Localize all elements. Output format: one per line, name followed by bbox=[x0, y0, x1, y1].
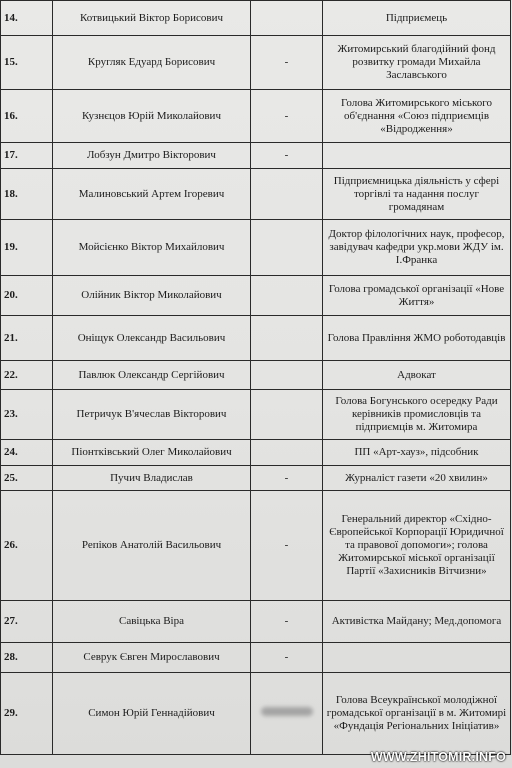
row-number: 18. bbox=[1, 169, 53, 220]
person-name: Симон Юрій Геннадійович bbox=[53, 673, 251, 755]
table-row bbox=[1, 601, 511, 643]
row-number: 19. bbox=[1, 220, 53, 276]
role-cell: Голова Житомирського міського об'єднання «Союз підприємців «Відродження» bbox=[323, 90, 511, 143]
party-cell bbox=[251, 673, 323, 755]
party-cell: - bbox=[251, 491, 323, 601]
party-cell bbox=[251, 1, 323, 36]
party-cell: - bbox=[251, 466, 323, 491]
table-row bbox=[1, 143, 511, 169]
table-row bbox=[1, 390, 511, 440]
row-number: 17. bbox=[1, 143, 53, 169]
row-number: 16. bbox=[1, 90, 53, 143]
role-cell: Голова громадської організації «Нове Життя» bbox=[323, 276, 511, 316]
party-cell: - bbox=[251, 143, 323, 169]
party-cell bbox=[251, 390, 323, 440]
table-row bbox=[1, 316, 511, 361]
person-name: Петричук В'ячеслав Вікторович bbox=[53, 390, 251, 440]
row-number: 21. bbox=[1, 316, 53, 361]
person-name: Савіцька Віра bbox=[53, 601, 251, 643]
site-watermark: WWW.ZHITOMIR.INFO bbox=[370, 750, 506, 764]
table-row bbox=[1, 673, 511, 755]
role-cell: Журналіст газети «20 хвилин» bbox=[323, 466, 511, 491]
row-number: 15. bbox=[1, 36, 53, 90]
party-cell bbox=[251, 169, 323, 220]
party-cell: - bbox=[251, 90, 323, 143]
candidates-table-body bbox=[1, 1, 511, 755]
person-name: Севрук Євген Мирославович bbox=[53, 643, 251, 673]
table-row bbox=[1, 1, 511, 36]
row-number: 24. bbox=[1, 440, 53, 466]
role-cell: Голова Правління ЖМО роботодавців bbox=[323, 316, 511, 361]
role-cell: Підприємницька діяльність у сфері торгівлі та надання послуг громадянам bbox=[323, 169, 511, 220]
row-number: 29. bbox=[1, 673, 53, 755]
person-name: Котвицький Віктор Борисович bbox=[53, 1, 251, 36]
party-cell bbox=[251, 440, 323, 466]
table-row bbox=[1, 90, 511, 143]
role-cell bbox=[323, 643, 511, 673]
row-number: 27. bbox=[1, 601, 53, 643]
table-row bbox=[1, 220, 511, 276]
row-number: 25. bbox=[1, 466, 53, 491]
table-row bbox=[1, 169, 511, 220]
table-row bbox=[1, 440, 511, 466]
person-name: Олійник Віктор Миколайович bbox=[53, 276, 251, 316]
role-cell: Житомирський благодійний фонд розвитку громади Михайла Заславського bbox=[323, 36, 511, 90]
table-row bbox=[1, 361, 511, 390]
role-cell: Голова Всеукраїнської молодіжної громадської організації в м. Житомирі «Фундація Регіональних Ініціатив» bbox=[323, 673, 511, 755]
person-name: Репіков Анатолій Васильович bbox=[53, 491, 251, 601]
role-cell: Підприємець bbox=[323, 1, 511, 36]
row-number: 28. bbox=[1, 643, 53, 673]
party-cell: - bbox=[251, 36, 323, 90]
role-cell bbox=[323, 143, 511, 169]
table-row bbox=[1, 466, 511, 491]
person-name: Піонтківський Олег Миколайович bbox=[53, 440, 251, 466]
role-cell: Голова Богунського осередку Ради керівників промисловців та підприємців м. Житомира bbox=[323, 390, 511, 440]
party-cell: - bbox=[251, 601, 323, 643]
role-cell: ПП «Арт-хауз», підсобник bbox=[323, 440, 511, 466]
person-name: Пучич Владислав bbox=[53, 466, 251, 491]
person-name: Мойсієнко Віктор Михайлович bbox=[53, 220, 251, 276]
redacted-blur bbox=[261, 707, 313, 716]
role-cell: Активістка Майдану; Мед.допомога bbox=[323, 601, 511, 643]
row-number: 14. bbox=[1, 1, 53, 36]
person-name: Кругляк Едуард Борисович bbox=[53, 36, 251, 90]
party-cell bbox=[251, 220, 323, 276]
row-number: 26. bbox=[1, 491, 53, 601]
role-cell: Генеральний директор «Східно-Європейської Корпорації Юридичної та правової допомоги»; голова Житомирської міської організації Партії «Захисників Вітчизни» bbox=[323, 491, 511, 601]
table-row bbox=[1, 643, 511, 673]
party-cell bbox=[251, 316, 323, 361]
person-name: Лобзун Дмитро Вікторович bbox=[53, 143, 251, 169]
person-name: Оніщук Олександр Васильович bbox=[53, 316, 251, 361]
row-number: 22. bbox=[1, 361, 53, 390]
role-cell: Доктор філологічних наук, професор, завідувач кафедри укр.мови ЖДУ ім. І.Франка bbox=[323, 220, 511, 276]
table-row bbox=[1, 36, 511, 90]
party-cell bbox=[251, 276, 323, 316]
person-name: Малиновський Артем Ігоревич bbox=[53, 169, 251, 220]
table-row bbox=[1, 491, 511, 601]
party-cell: - bbox=[251, 643, 323, 673]
person-name: Павлюк Олександр Сергійович bbox=[53, 361, 251, 390]
row-number: 23. bbox=[1, 390, 53, 440]
role-cell: Адвокат bbox=[323, 361, 511, 390]
table-row bbox=[1, 276, 511, 316]
row-number: 20. bbox=[1, 276, 53, 316]
party-cell bbox=[251, 361, 323, 390]
person-name: Кузнєцов Юрій Миколайович bbox=[53, 90, 251, 143]
